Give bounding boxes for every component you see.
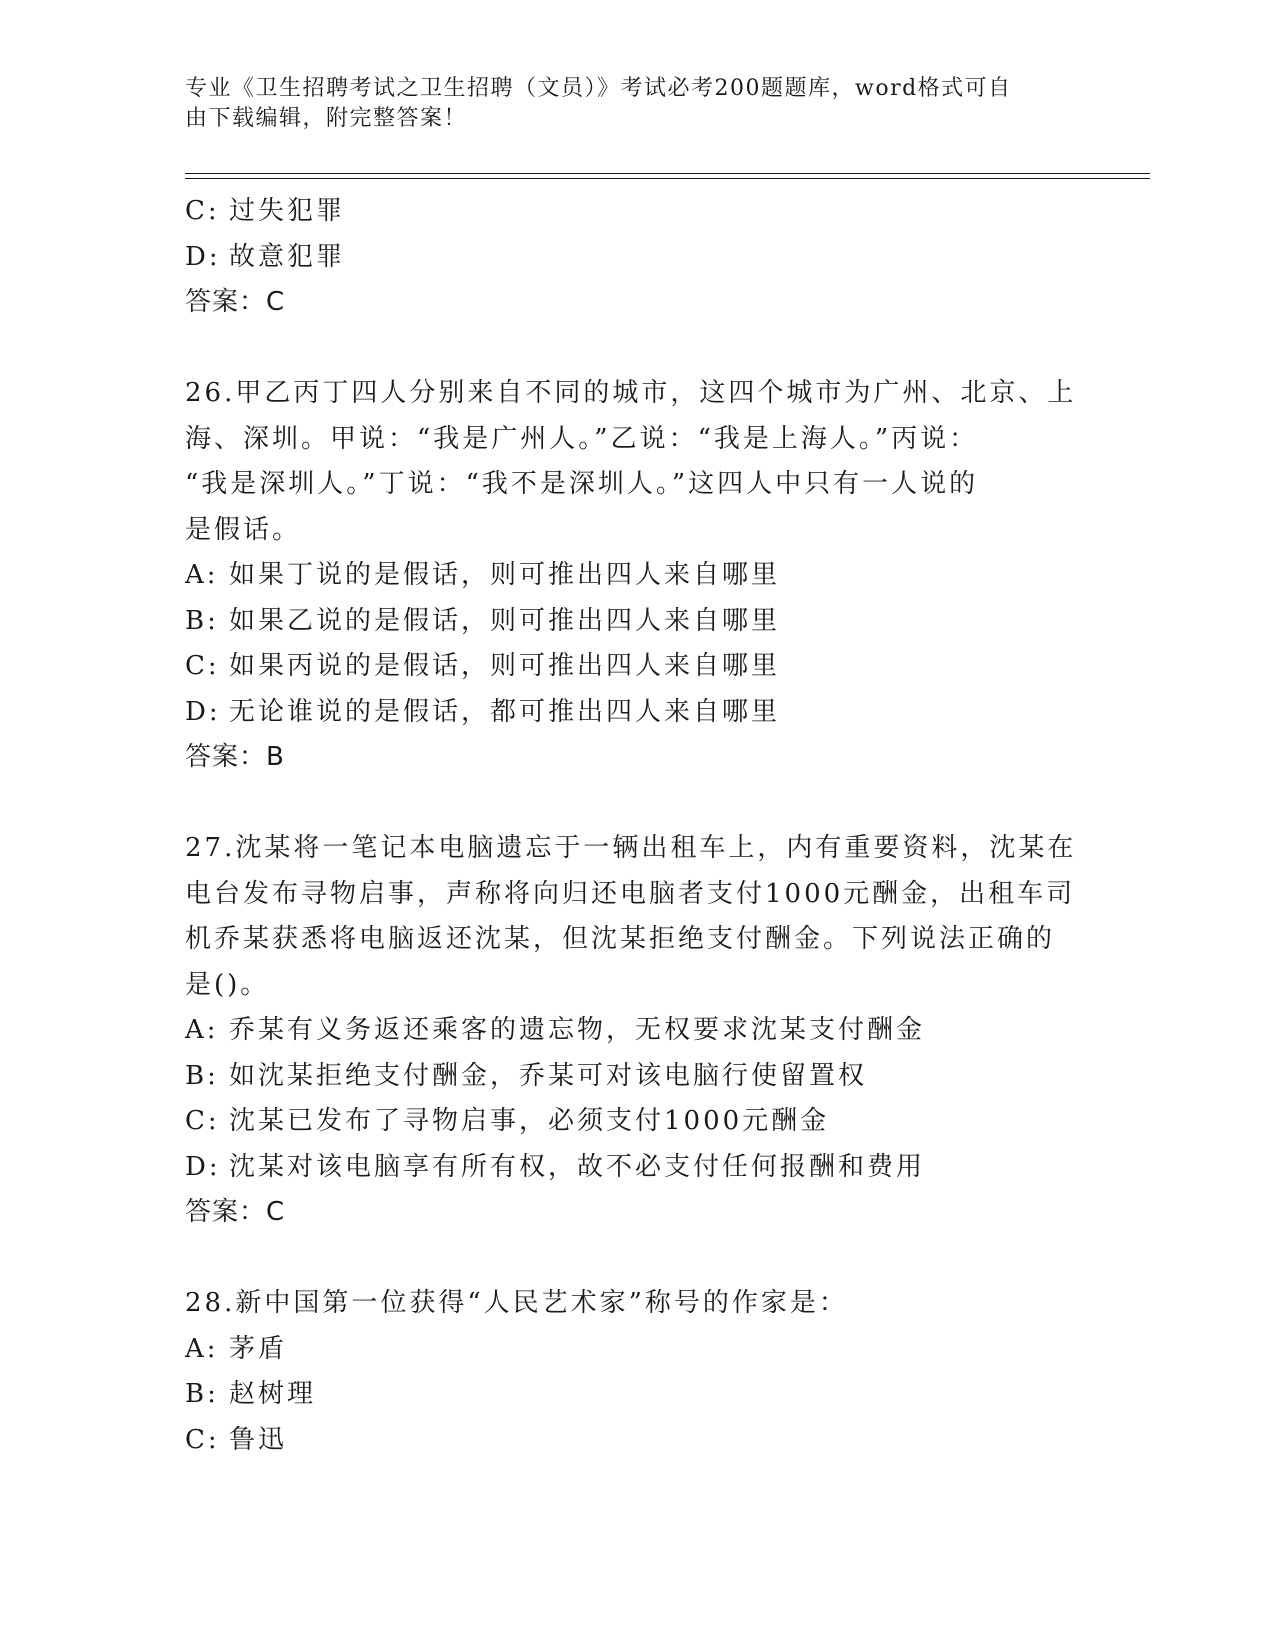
answer-line: 答案：C <box>185 287 286 317</box>
question-27-text-1: 27.沈某将一笔记本电脑遗忘于一辆出租车上，内有重要资料，沈某在 <box>185 833 1077 863</box>
question-26-text-2: 海、深圳。甲说：“我是广州人。”乙说：“我是上海人。”丙说： <box>185 423 979 454</box>
q28-option-c: C: 鲁迅 <box>185 1424 288 1455</box>
q26-option-d: D: 无论谁说的是假话，都可推出四人来自哪里 <box>185 696 781 727</box>
question-26-text-4: 是假话。 <box>185 514 302 545</box>
option-c: C: 过失犯罪 <box>185 196 346 226</box>
question-26-text-1: 26.甲乙丙丁四人分别来自不同的城市，这四个城市为广州、北京、上 <box>185 378 1077 408</box>
spacer <box>185 781 1085 827</box>
q28-option-a: A: 茅盾 <box>185 1333 288 1364</box>
question-27-text-2: 电台发布寻物启事，声称将向归还电脑者支付1000元酬金，出租车司 <box>185 878 1076 909</box>
q27-answer: 答案：C <box>185 1197 286 1227</box>
header-rule-top <box>185 173 1150 174</box>
q27-option-d: D: 沈某对该电脑享有所有权，故不必支付任何报酬和费用 <box>185 1151 926 1182</box>
q27-option-b: B: 如沈某拒绝支付酬金，乔某可对该电脑行使留置权 <box>185 1060 868 1091</box>
header-line-2: 由下载编辑，附完整答案！ <box>185 106 468 131</box>
q27-option-a: A: 乔某有义务返还乘客的遗忘物，无权要求沈某支付酬金 <box>185 1015 926 1045</box>
option-d: D: 故意犯罪 <box>185 241 346 272</box>
q27-option-c: C: 沈某已发布了寻物启事，必须支付1000元酬金 <box>185 1106 830 1136</box>
page-header <box>185 74 1065 134</box>
question-27-text-3: 机乔某获悉将电脑返还沈某，但沈某拒绝支付酬金。下列说法正确的 <box>185 924 1056 954</box>
spacer <box>185 1236 1085 1282</box>
q26-option-c: C: 如果丙说的是假话，则可推出四人来自哪里 <box>185 651 781 681</box>
header-rule-bottom <box>185 178 1150 179</box>
question-content <box>185 189 1085 1463</box>
q26-option-b: B: 如果乙说的是假话，则可推出四人来自哪里 <box>185 605 781 636</box>
question-27-text-4: 是()。 <box>185 969 270 1000</box>
header-line-1: 专业《卫生招聘考试之卫生招聘（文员）》考试必考200题题库，word格式可自 <box>185 76 1012 101</box>
q26-option-a: A: 如果丁说的是假话，则可推出四人来自哪里 <box>185 560 781 590</box>
spacer <box>185 326 1085 372</box>
question-28-text-1: 28.新中国第一位获得“人民艺术家”称号的作家是： <box>185 1288 848 1318</box>
question-26-text-3: “我是深圳人。”丁说：“我不是深圳人。”这四人中只有一人说的 <box>185 469 979 499</box>
q26-answer: 答案：B <box>185 742 285 772</box>
q28-option-b: B: 赵树理 <box>185 1379 317 1409</box>
